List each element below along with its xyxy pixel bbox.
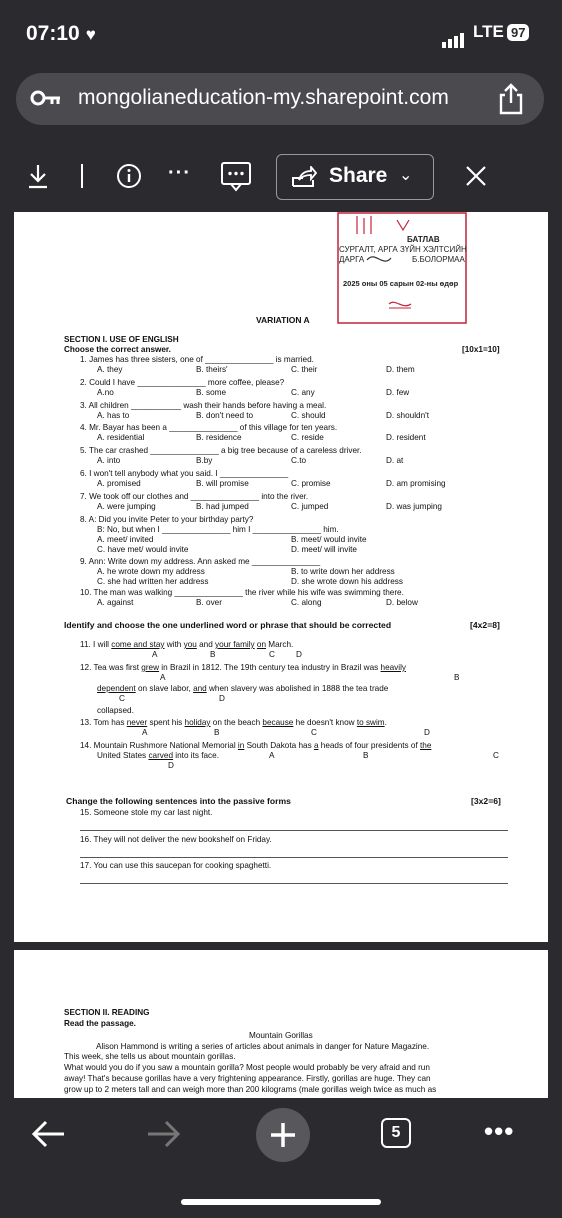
question-7: 7. We took off our clothes and _______________ into the river. — [80, 491, 309, 501]
address-bar[interactable] — [16, 73, 544, 125]
close-icon[interactable] — [464, 164, 488, 188]
option: C.to — [291, 456, 307, 466]
section1-title: SECTION I. USE OF ENGLISH — [64, 335, 179, 344]
option: B. over — [196, 598, 222, 607]
more-options-icon[interactable]: ··· — [168, 162, 191, 184]
tab-count-button[interactable]: 5 — [381, 1118, 411, 1148]
letter-a: A — [269, 751, 275, 760]
question-1: 1. James has three sisters, one of _______________ is married. — [80, 355, 314, 364]
question-8: 8. A: Did you invite Peter to your birthday party? — [80, 515, 254, 524]
option: C. she had written her address — [97, 577, 209, 586]
question-5: 5. The car crashed _______________ a big tree because of a careless driver. — [80, 446, 362, 456]
url-text: mongolianeducation-my.sharepoint.com — [78, 86, 449, 109]
passage-line: grow up to 2 meters tall and can weigh more than 200 kilograms (male gorillas weigh twice as much as — [64, 1085, 437, 1094]
letter-b: B — [454, 673, 460, 682]
option: C. have met/ would invite — [97, 545, 189, 554]
letter-a: A — [142, 728, 148, 737]
option: C. promise — [291, 479, 331, 488]
option: D. am promising — [386, 479, 446, 488]
letter-a: A — [160, 673, 166, 682]
option: B. theirs' — [196, 365, 228, 374]
approval-stamp — [337, 212, 467, 324]
question-10: 10. The man was walking _______________ the river while his wife was swimming there. — [80, 588, 404, 597]
option: D. below — [386, 598, 418, 607]
download-icon[interactable] — [26, 163, 50, 189]
document-page-1 — [14, 212, 548, 942]
option: A. residential — [97, 433, 145, 443]
option: A. meet/ invited — [97, 535, 154, 544]
option: D. shouldn't — [386, 410, 429, 420]
option: D. was jumping — [386, 501, 442, 511]
battery-icon: 97 — [507, 24, 529, 41]
option: C. should — [291, 410, 326, 420]
passive-title: Change the following sentences into the passive forms — [66, 796, 291, 806]
identify-title: Identify and choose the one underlined word or phrase that should be corrected — [64, 620, 392, 630]
status-bar — [0, 0, 562, 66]
question-4: 4. Mr. Bayar has been a _______________ of this village for ten years. — [80, 423, 338, 433]
question-14-line-2: United States carved into its face. — [97, 751, 219, 760]
document-page-2 — [14, 950, 548, 1098]
letter-d: D — [219, 694, 225, 703]
forward-arrow-icon[interactable] — [146, 1120, 182, 1148]
question-8-dialogue: B: No, but when I _______________ him I _______________ him. — [97, 525, 339, 534]
option: C. along — [291, 598, 322, 607]
choose-title: Choose the correct answer. — [64, 345, 171, 354]
option: D. few — [386, 387, 410, 397]
share-arrow-icon — [291, 166, 317, 188]
option: A. against — [97, 598, 134, 607]
option: B. meet/ would invite — [291, 535, 367, 544]
option: B. residence — [196, 433, 242, 443]
share-label: Share — [329, 164, 388, 187]
passage-line: This week, she tells us about mountain gorillas. — [64, 1052, 236, 1061]
answer-line — [80, 830, 508, 831]
option: B. don't need to — [196, 410, 254, 420]
passive-score: [3x2=6] — [471, 796, 501, 806]
signal-icon — [442, 30, 466, 48]
question-9: 9. Ann: Write down my address. Ann asked me _______________ — [80, 557, 321, 566]
question-13: 13. Tom has never spent his holiday on the beach because he doesn't know to swim. — [80, 718, 387, 727]
stamp-line-4: Б.БОЛОРМАА — [412, 255, 465, 264]
option: A. into — [97, 456, 121, 466]
question-6: 6. I won't tell anybody what you said. I _______________ — [80, 469, 289, 478]
question-14: 14. Mountain Rushmore National Memorial in South Dakota has a heads of four presidents of the — [80, 741, 432, 750]
option: D. them — [386, 365, 415, 374]
stamp-seal-icon — [337, 212, 467, 324]
option: D. meet/ will invite — [291, 545, 357, 554]
option: A. they — [97, 365, 123, 374]
letter-c: C — [493, 751, 499, 760]
letter-b: B — [210, 650, 216, 659]
info-icon[interactable] — [116, 163, 142, 189]
question-12-line-3: collapsed. — [97, 706, 134, 715]
option: D. resident — [386, 433, 426, 443]
option: B.by — [196, 456, 213, 466]
home-indicator[interactable] — [181, 1199, 381, 1205]
letter-c: C — [119, 694, 125, 703]
share-button[interactable] — [276, 154, 434, 200]
comment-icon[interactable] — [220, 160, 252, 192]
option: A. promised — [97, 479, 141, 488]
option: C. jumped — [291, 501, 329, 511]
clock: 07:10 ♥ — [26, 22, 96, 45]
question-12: 12. Tea was first grew in Brazil in 1812. The 19th century tea industry in Brazil was heavily — [80, 663, 407, 672]
option: C. any — [291, 387, 315, 397]
stamp-line-2: СУРГАЛТ, АРГА ЗҮЙН ХЭЛТСИЙН — [339, 245, 467, 254]
letter-c: C — [269, 650, 275, 659]
question-12-line-2: dependent on slave labor, and when slavery was abolished in 1888 the tea trade — [97, 684, 389, 693]
letter-d: D — [168, 761, 174, 770]
option: A.no — [97, 387, 114, 397]
identify-score: [4x2=8] — [470, 620, 500, 630]
chevron-down-icon: ⌄ — [399, 167, 413, 184]
option: B. to write down her address — [291, 567, 395, 576]
question-3: 3. All children ___________ wash their hands before having a meal. — [80, 400, 327, 410]
passage-line: What would you do if you saw a mountain gorilla? Most people would probably be very afraid and run — [64, 1063, 430, 1072]
option: B. will promise — [196, 479, 249, 488]
letter-b: B — [363, 751, 369, 760]
option: C. reside — [291, 433, 324, 443]
network-type: LTE — [473, 22, 504, 41]
choose-score: [10x1=10] — [462, 345, 500, 354]
option: D. at — [386, 456, 404, 466]
read-title: Read the passage. — [64, 1019, 136, 1028]
passive-question-16: 16. They will not deliver the new bookshelf on Friday. — [80, 835, 272, 844]
passage-title: Mountain Gorillas — [249, 1031, 313, 1040]
plus-icon — [269, 1121, 297, 1149]
passage-line: away! That's because gorillas have a very frightening appearance. Firstly, gorillas are huge. They can — [64, 1074, 431, 1083]
option: B. had jumped — [196, 501, 249, 511]
option: A. he wrote down my address — [97, 567, 205, 576]
option: A. were jumping — [97, 501, 156, 511]
question-11: 11. I will come and stay with you and your family on March. — [80, 640, 294, 649]
passive-question-15: 15. Someone stole my car last night. — [80, 808, 213, 817]
option: C. their — [291, 365, 318, 374]
more-menu-icon[interactable]: ••• — [484, 1116, 515, 1146]
letter-d: D — [424, 728, 430, 737]
answer-line — [80, 857, 508, 858]
letter-a: A — [152, 650, 158, 659]
variation-label: VARIATION A — [256, 315, 310, 325]
key-icon — [30, 87, 62, 109]
letter-b: B — [214, 728, 220, 737]
stamp-line-3: ДАРГА — [339, 255, 365, 264]
new-tab-button[interactable] — [256, 1108, 310, 1162]
share-icon[interactable] — [496, 83, 526, 115]
back-arrow-icon[interactable] — [30, 1120, 66, 1148]
stamp-line-1: БАТЛАВ — [407, 235, 440, 244]
option: A. has to — [97, 410, 130, 420]
passive-question-17: 17. You can use this saucepan for cooking spaghetti. — [80, 861, 272, 870]
toolbar-divider — [81, 164, 83, 188]
heart-icon: ♥ — [85, 25, 96, 44]
option: B. some — [196, 387, 227, 397]
answer-line — [80, 883, 508, 884]
stamp-date: 2025 оны 05 сарын 02-ны өдөр — [343, 279, 459, 288]
letter-c: C — [311, 728, 317, 737]
section2-title: SECTION II. READING — [64, 1008, 150, 1017]
question-2: 2. Could I have _______________ more coffee, please? — [80, 377, 285, 387]
letter-d: D — [296, 650, 302, 659]
option: D. she wrote down his address — [291, 577, 403, 586]
passage-line: Alison Hammond is writing a series of articles about animals in danger for Nature Magazine. — [96, 1042, 430, 1051]
